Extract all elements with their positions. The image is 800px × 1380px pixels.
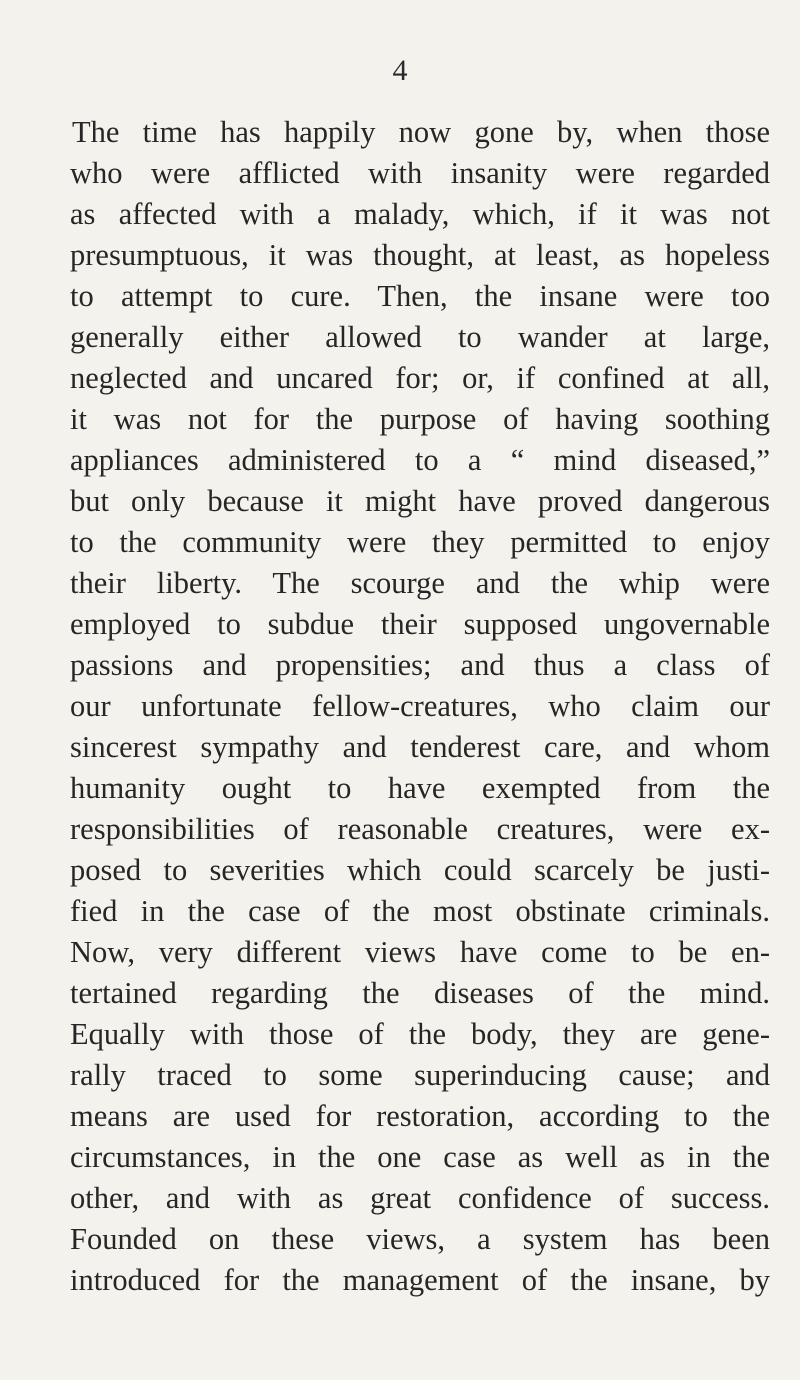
text-line: to attempt to cure. Then, the insane were too [70,279,770,313]
text-line: rally traced to some superinducing cause; and [70,1058,770,1092]
text-line: generally either allowed to wander at large, [70,320,770,354]
text-line: responsibilities of reasonable creatures, were ex- [70,812,770,846]
text-line: neglected and uncared for; or, if confined at all, [70,361,770,395]
text-line: The time has happily now gone by, when those [72,115,770,149]
text-line: introduced for the management of the insane, by [70,1263,770,1297]
text-line: as affected with a malady, which, if it was not [70,197,770,231]
text-line: who were afflicted with insanity were regarded [70,156,770,190]
text-line: employed to subdue their supposed ungovernable [70,607,770,641]
text-line: appliances administered to a “ mind diseased,” [70,443,770,477]
body-paragraph [70,112,770,1301]
text-line: our unfortunate fellow-creatures, who claim our [70,689,770,723]
text-line: means are used for restoration, according to the [70,1099,770,1133]
text-line: passions and propensities; and thus a class of [70,648,770,682]
text-line: sincerest sympathy and tenderest care, and whom [70,730,770,764]
text-line: humanity ought to have exempted from the [70,771,770,805]
page-number: 4 [392,54,408,87]
text-line: Now, very different views have come to be en- [70,935,770,969]
text-line: tertained regarding the diseases of the mind. [70,976,770,1010]
text-line: it was not for the purpose of having soothing [70,402,770,436]
text-line: posed to severities which could scarcely be justi- [70,853,770,887]
text-line: other, and with as great confidence of success. [70,1181,770,1215]
text-line: Founded on these views, a system has been [70,1222,770,1256]
text-line: Equally with those of the body, they are gene- [70,1017,770,1051]
text-line: to the community were they permitted to enjoy [70,525,770,559]
text-line: circumstances, in the one case as well as in the [70,1140,770,1174]
text-line: their liberty. The scourge and the whip were [70,566,770,600]
text-line: fied in the case of the most obstinate criminals. [70,894,770,928]
text-line: but only because it might have proved dangerous [70,484,770,518]
text-line: presumptuous, it was thought, at least, as hopeless [70,238,770,272]
